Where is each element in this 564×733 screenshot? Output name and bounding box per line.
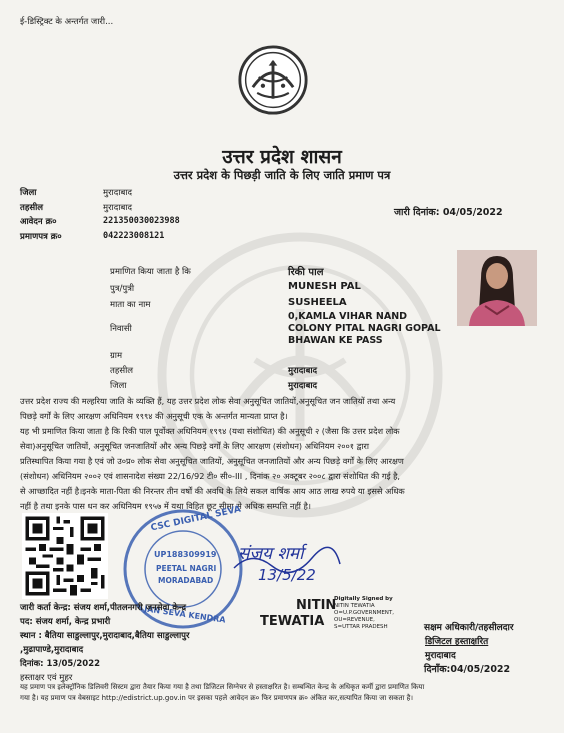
certificate-body [20, 394, 544, 514]
application-label: आवेदन क्र० [20, 217, 57, 227]
authority-place: मुरादाबाद [425, 651, 456, 661]
issue-date [394, 205, 503, 218]
address-line-2: COLONY PITAL NAGRI GOPAL [288, 323, 441, 334]
district-label: जिला [20, 188, 37, 198]
footer-line-2: गया है। यह प्रमाण पत्र वेबसाइट http://edistrict.up.gov.in पर इसका पहले आवेदन क्र० फिर प्रमाणपत्र क्र० अंकित कर,सत्यापित किया जा सकता है। [20, 694, 413, 702]
issuer-kendra: जारी कर्ता केन्द्र: संजय शर्मा,पीतलनगरी जनसेवा केन्द्र [20, 603, 187, 613]
issuer-sign-label: हस्ताक्षर एवं मुहर [20, 673, 73, 683]
person-name: रिकी पाल [288, 267, 324, 278]
digital-sign-name-2: TEWATIA [260, 614, 325, 629]
issue-date-value: 04/05/2022 [442, 207, 503, 218]
person-district-label: जिला [110, 381, 127, 391]
resident-label: निवासी [110, 324, 132, 334]
father-name: MUNESH PAL [288, 281, 361, 292]
person-tehsil-value: मुरादाबाद [288, 366, 318, 376]
issuer-place-2: ,मुढापाण्डे,मुरादाबाद [20, 645, 84, 655]
address-line-3: BHAWAN KE PASS [288, 335, 383, 346]
digital-sign-detail-1: Digitally Signed by [334, 596, 393, 602]
digital-sign-detail-4: OU=REVENUE, [334, 617, 375, 623]
certificate-number: 042223008121 [103, 231, 165, 241]
up-government-emblem-icon [237, 44, 309, 116]
qr-code-icon [22, 513, 108, 599]
issuer-date: दिनांक: 13/05/2022 [20, 659, 101, 669]
footer-note [20, 682, 544, 704]
handwritten-signature-date: 13/5/22 [258, 566, 316, 584]
authority-date: दिनाँक:04/05/2022 [424, 664, 511, 675]
handwritten-signature-name: संजय शर्मा [238, 544, 304, 564]
header-note: ई-डिस्ट्रिक्ट के अन्तर्गत जारी... [20, 17, 114, 27]
body-line-3: यह भी प्रमाणित किया जाता है कि रिकी पाल पूर्वोक्त अधिनियम १९९४ (यथा संशोधित) की अनुसूची २ (जैसा कि उत्तर प्रदेश लोक [20, 426, 400, 436]
footer-line-1: यह प्रमाण पत्र इलेक्ट्रॉनिक डिलिवरी सिस्टम द्वारा तैयार किया गया है तथा डिजिटल सिग्नेचर से हस्ताक्षरित है। सम्बन्धित केन्द्र के अधिकृत कर्मी द्वारा प्रमाणित किया [20, 683, 425, 691]
address-line-1: 0,KAMLA VIHAR NAND [288, 311, 408, 322]
stamp-place-2: MORADABAD [158, 576, 214, 585]
stamp-top-text: CSC DIGITAL SEVA [149, 504, 242, 534]
body-line-7: से आच्छादित नहीं है।इनके माता-पिता की निरन्तर तीन वर्षों की अवधि के लिये सकल वार्षिक आय आठ लाख रुपये या इससे अधिक [20, 486, 405, 496]
tehsil-label: तहसील [20, 203, 44, 213]
mother-name: SUSHEELA [288, 297, 347, 308]
issue-date-label: जारी दिनांक: [394, 207, 440, 218]
issuer-place: स्थान : बैतिया साडुल्लापुर,मुरादाबाद,बैतिया साडुल्लापुर [20, 631, 190, 641]
signature-stroke-icon [232, 538, 342, 588]
stamp-bottom-text: JAN SEVA KENDRA [143, 604, 227, 625]
digital-sign-name-1: NITIN [296, 598, 337, 613]
tehsil-value: मुरादाबाद [103, 203, 133, 213]
certificate-subtitle: उत्तर प्रदेश के पिछड़ी जाति के लिए जाति प्रमाण पत्र [173, 168, 391, 182]
address [288, 311, 441, 347]
authority-digital-sign: डिजिटल हस्ताक्षरित [425, 637, 489, 647]
digital-sign-detail-5: S=UTTAR PRADESH [334, 624, 388, 630]
body-line-2: पिछड़े वर्गों के लिए आरक्षण अधिनियम १९९४ की अनुसूची एक के अन्तर्गत मान्यता प्राप्त है। [20, 411, 288, 421]
mother-label: माता का नाम [110, 300, 151, 310]
issuer-post: पद: संजय शर्मा, केन्द्र प्रभारी [20, 617, 111, 627]
person-photo-icon [457, 250, 537, 326]
csc-seal-stamp [120, 506, 246, 632]
body-line-4: सेवा)अनुसूचित जातियों, अनुसूचित जनजातियों और अन्य पिछड़े वर्गों के लिए आरक्षण (संशोधन) अधिनियम २००१ द्वारा [20, 441, 369, 451]
digital-sign-detail-2: NITIN TEWATIA [334, 603, 375, 609]
application-number: 221350030023988 [103, 216, 180, 226]
district-value: मुरादाबाद [103, 188, 133, 198]
authority-title: सक्षम अधिकारी/तहसीलदार [424, 623, 514, 633]
stamp-place-1: PEETAL NAGRI [156, 564, 217, 573]
body-line-5: प्रतिस्थापित किया गया है एवं जो उ०प्र० लोक सेवा अनुसूचित जातियों, अनुसूचित जनजातियों और अन्य पिछड़े वर्गों के लिए आरक्षण [20, 456, 404, 466]
certificate-number-label: प्रमाणपत्र क्र० [20, 232, 62, 242]
digital-sign-detail-3: O=U.P.GOVERNMENT, [334, 610, 395, 616]
stamp-id: UP188309919 [154, 550, 217, 559]
village-label: ग्राम [110, 351, 123, 361]
certify-label: प्रमाणित किया जाता है कि [110, 267, 191, 277]
applicant-photo [457, 250, 537, 326]
person-tehsil-label: तहसील [110, 366, 134, 376]
body-line-6: (संशोधन) अधिनियम २००२ एवं शासनादेश संख्या 22/16/92 टी० सी०-III , दिनांक २० अक्टूबर २००८ द्वारा संशोधित की गई है, [20, 471, 401, 481]
son-daughter-label: पुत्र/पुत्री [110, 284, 135, 294]
person-district-value: मुरादाबाद [288, 381, 318, 391]
certificate-title: उत्तर प्रदेश शासन [222, 146, 342, 168]
body-line-1: उत्तर प्रदेश राज्य की मल्हरिया जाति के व्यक्ति हैं, यह उत्तर प्रदेश लोक सेवा अनुसूचित जातियों,अनुसूचित जन जातियों तथा अन्य [20, 396, 396, 406]
digital-sign-details [334, 596, 394, 631]
body-line-8: नहीं है तथा इनके पास धन कर अधिनियम १९५७ में यथा विहित छूट सीमा से अधिक सम्पत्ति नहीं है। [20, 501, 311, 511]
